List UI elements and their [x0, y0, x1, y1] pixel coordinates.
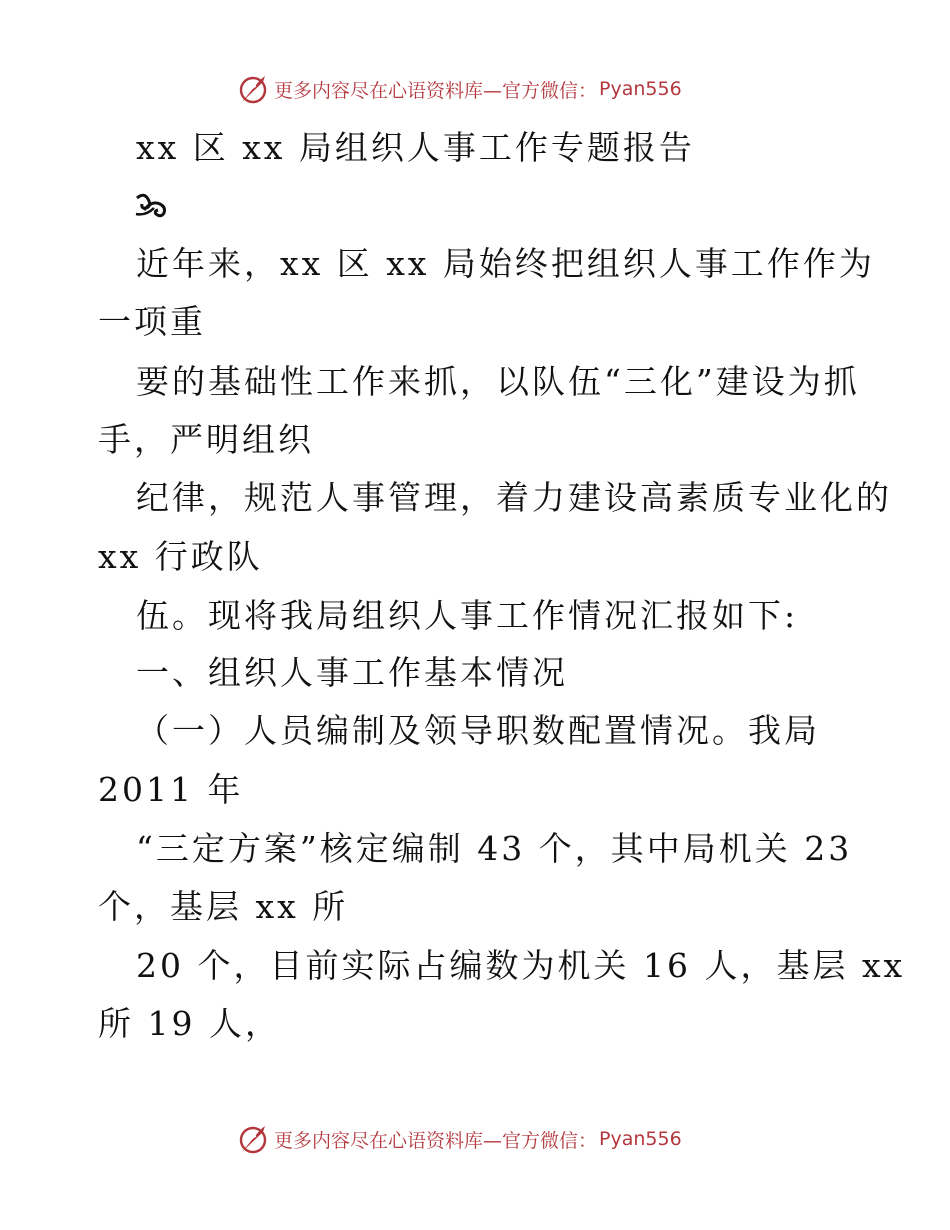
header-watermark — [236, 72, 682, 106]
body-line: 2011 年 — [98, 770, 244, 809]
body-line: “三定方案”核定编制 43 个，其中局机关 23 — [136, 829, 853, 868]
body-line: 所 19 人， — [98, 1004, 281, 1043]
body-line: 20 个，目前实际占编数为机关 16 人，基层 xx — [136, 946, 906, 985]
ornament-icon — [134, 190, 174, 220]
document-title: xx 区 xx 局组织人事工作专题报告 — [136, 128, 695, 167]
watermark-text: 更多内容尽在心语资料库—官方微信： — [274, 1129, 598, 1152]
watermark-wechat-id: Pyan556 — [599, 1128, 682, 1150]
quill-logo-icon — [236, 1122, 270, 1156]
body-line: 个，基层 xx 所 — [98, 887, 349, 926]
watermark-wechat-id: Pyan556 — [599, 78, 682, 100]
body-line: 手，严明组织 — [98, 420, 314, 459]
watermark-text: 更多内容尽在心语资料库—官方微信： — [274, 79, 598, 102]
subsection-heading: （一）人员编制及领导职数配置情况。我局 — [136, 711, 820, 750]
body-line: 要的基础性工作来抓，以队伍“三化”建设为抓 — [136, 362, 860, 401]
body-line: 伍。现将我局组织人事工作情况汇报如下: — [136, 596, 799, 635]
section-heading: 一、组织人事工作基本情况 — [136, 653, 568, 692]
body-line: xx 行政队 — [98, 537, 263, 576]
body-line: 近年来，xx 区 xx 局始终把组织人事工作作为 — [136, 244, 875, 283]
body-line: 纪律，规范人事管理，着力建设高素质专业化的 — [136, 478, 892, 517]
footer-watermark — [236, 1122, 682, 1156]
body-line: 一项重 — [98, 302, 206, 341]
quill-logo-icon — [236, 72, 270, 106]
